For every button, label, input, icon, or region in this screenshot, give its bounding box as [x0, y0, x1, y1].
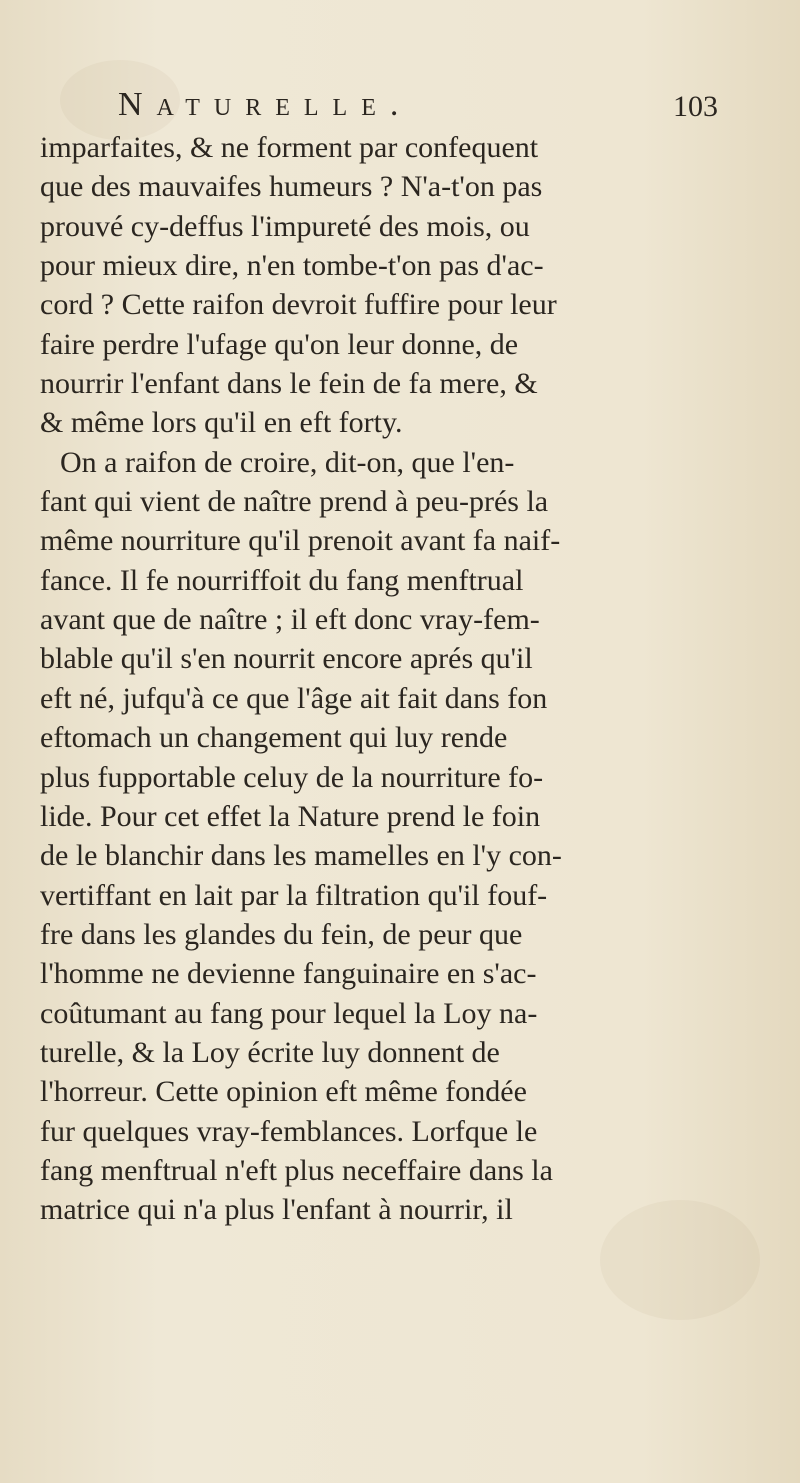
text-line: eftomach un changement qui luy rende: [40, 721, 508, 755]
text-line: matrice qui n'a plus l'enfant à nourrir, il: [40, 1193, 513, 1227]
text-line: cord ? Cette raifon devroit fuffire pour leur: [40, 288, 557, 322]
text-line: prouvé cy-deffus l'impureté des mois, ou: [40, 209, 530, 243]
paragraph-first-line: On a raifon de croire, dit-on, que l'en-: [60, 445, 515, 479]
page-number: 103: [673, 90, 718, 123]
text-line: fant qui vient de naître prend à peu-prés la: [40, 485, 549, 519]
text-line: l'horreur. Cette opinion eft même fondée: [40, 1075, 527, 1109]
text-line: plus fupportable celuy de la nourriture fo-: [40, 760, 544, 794]
text-line: coûtumant au fang pour lequel la Loy na-: [40, 996, 538, 1030]
running-title: Naturelle.: [118, 86, 413, 123]
text-line: lide. Pour cet effet la Nature prend le foin: [40, 799, 541, 833]
text-line: turelle, & la Loy écrite luy donnent de: [40, 1035, 500, 1069]
text-line: fang menftrual n'eft plus neceffaire dans la: [40, 1153, 553, 1187]
text-line: eft né, jufqu'à ce que l'âge ait fait dans fon: [40, 681, 548, 715]
text-line: faire perdre l'ufage qu'on leur donne, de: [40, 327, 519, 361]
text-line: même nourriture qu'il prenoit avant fa naif-: [40, 524, 561, 558]
body-text: [40, 128, 780, 1230]
text-line: vertiffant en lait par la filtration qu'il fouf-: [40, 878, 548, 912]
page-header: [118, 86, 718, 130]
text-line: imparfaites, & ne forment par confequent: [40, 131, 539, 164]
text-line: pour mieux dire, n'en tombe-t'on pas d'ac-: [40, 249, 544, 283]
text-line: fur quelques vray-femblances. Lorfque le: [40, 1114, 538, 1148]
text-line: de le blanchir dans les mamelles en l'y con-: [40, 839, 562, 873]
text-line: avant que de naître ; il eft donc vray-fem-: [40, 603, 540, 637]
text-line: fance. Il fe nourriffoit du fang menftrual: [40, 563, 524, 597]
text-line: nourrir l'enfant dans le fein de fa mere, &: [40, 367, 538, 401]
text-line: & même lors qu'il en eft forty.: [40, 406, 403, 440]
text-line: blable qu'il s'en nourrit encore aprés qu'il: [40, 642, 533, 676]
text-line: l'homme ne devienne fanguinaire en s'ac-: [40, 957, 537, 991]
text-line: que des mauvaifes humeurs ? N'a-t'on pas: [40, 170, 543, 204]
text-line: fre dans les glandes du fein, de peur que: [40, 917, 523, 951]
